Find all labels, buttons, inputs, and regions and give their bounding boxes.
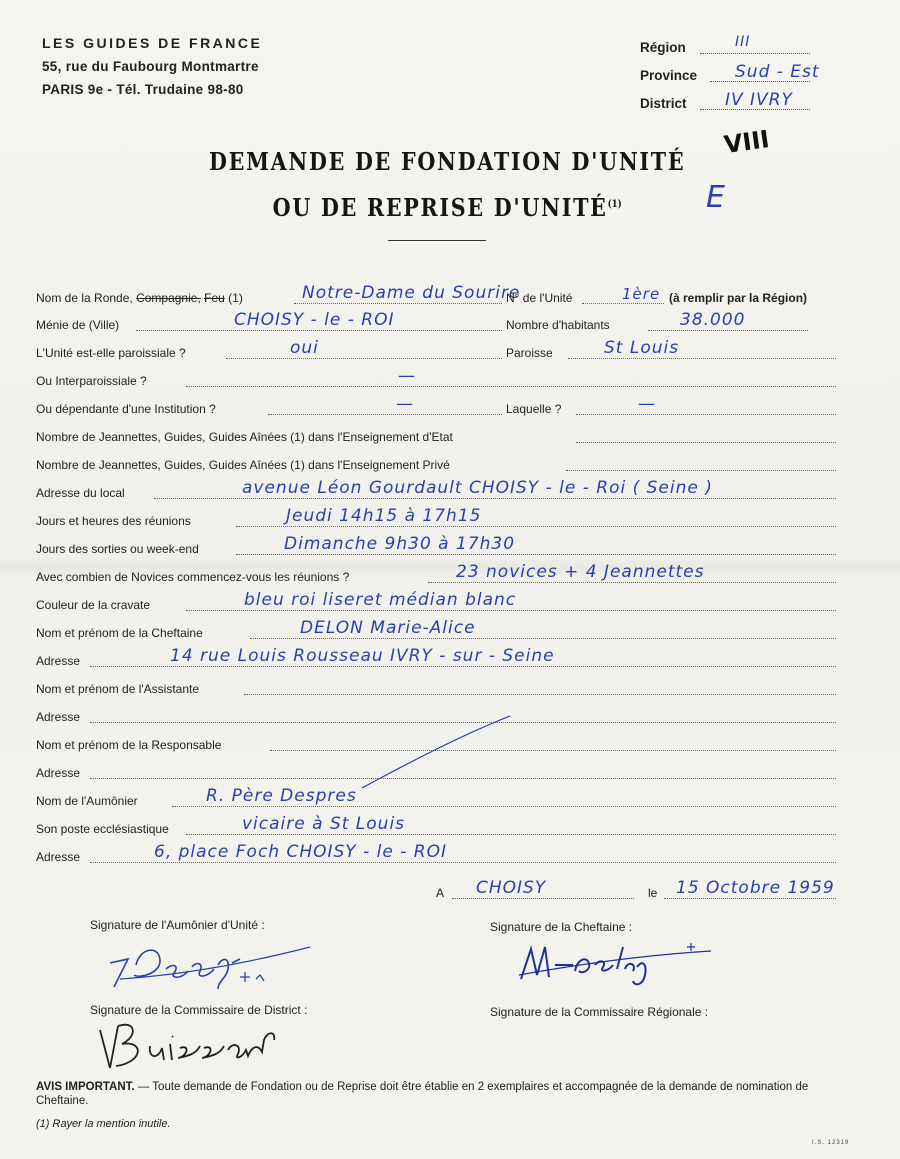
margin-note-e: E: [706, 180, 726, 215]
unite-note: (à remplir par la Région): [669, 291, 808, 305]
paroisse-label: Paroisse: [506, 346, 553, 360]
aumonier-label: Nom de l'Aumônier: [36, 794, 138, 808]
habitants-label: Nombre d'habitants: [506, 318, 610, 332]
sorties-label: Jours des sorties ou week-end: [36, 542, 199, 556]
ronde-label-a: Nom de la Ronde,: [36, 291, 133, 305]
row-paroissiale: [36, 340, 836, 362]
date-dotted-line: [664, 898, 836, 899]
district-label: District: [640, 96, 687, 111]
habitants-dotted-line: [648, 330, 808, 331]
signature-aumonier-label: Signature de l'Aumônier d'Unité :: [90, 918, 265, 932]
prive-dotted-line: [566, 470, 836, 471]
le-label: le: [648, 886, 658, 900]
district-field: [640, 90, 793, 111]
pen-stroke: [360, 712, 520, 792]
row-sorties: [36, 536, 836, 558]
menie-label: Ménie de (Ville): [36, 318, 120, 332]
etat-label: Nombre de Jeannettes, Guides, Guides Aînées (1) dans l'Enseignement d'Etat: [36, 430, 453, 444]
important-notice: [36, 1080, 846, 1108]
menie-value: CHOISY - le - ROI: [234, 310, 395, 330]
sorties-dotted-line: [236, 554, 836, 555]
adresse2-label: Adresse: [36, 710, 81, 724]
signature-aumonier: [100, 935, 320, 995]
form-title-line1: DEMANDE DE FONDATION D'UNITÉ: [209, 147, 686, 176]
novices-dotted-line: [428, 582, 836, 583]
footnote: (1) Rayer la mention inutile.: [36, 1118, 171, 1130]
laquelle-dotted-line: [576, 414, 836, 415]
important-notice-title: AVIS IMPORTANT.: [36, 1081, 135, 1093]
cravate-label: Couleur de la cravate: [36, 598, 151, 612]
ronde-label-b-struck: Compagnie,: [136, 291, 201, 305]
assistante-label: Nom et prénom de l'Assistante: [36, 682, 200, 696]
responsable-label: Nom et prénom de la Responsable: [36, 738, 222, 752]
form-title-line2: [60, 193, 834, 222]
ronde-label: [36, 291, 243, 305]
prive-label: Nombre de Jeannettes, Guides, Guides Aînées (1) dans l'Enseignement Privé: [36, 458, 450, 472]
adresse1-value: 14 rue Louis Rousseau IVRY - sur - Seine: [170, 646, 555, 666]
ronde-label-c-struck: Feu: [204, 291, 225, 305]
poste-label: Son poste ecclésiastique: [36, 822, 169, 836]
interparoissiale-dotted-line: [186, 386, 836, 387]
adresse4-value: 6, place Foch CHOISY - le - ROI: [154, 842, 447, 862]
margin-note-viii: VIII: [722, 124, 772, 160]
paroisse-dotted-line: [568, 358, 836, 359]
title-footnote-ref: (1): [607, 199, 622, 210]
ronde-value: Notre-Dame du Sourire: [302, 283, 521, 303]
novices-label: Avec combien de Novices commencez-vous les réunions ?: [36, 570, 350, 584]
province-field: [640, 62, 820, 83]
etat-dotted-line: [576, 442, 836, 443]
important-notice-text: — Toute demande de Fondation ou de Reprise doit être établie en 2 exemplaires et accompagnée de la demande de nomination de Cheftaine.: [36, 1081, 809, 1107]
title-rule: [388, 240, 486, 241]
laquelle-value: —: [638, 394, 656, 414]
row-assistante: [36, 676, 836, 698]
region-field: [640, 34, 751, 55]
region-value: III: [735, 34, 751, 50]
reunions-label: Jours et heures des réunions: [36, 514, 191, 528]
adresse4-dotted-line: [90, 862, 836, 863]
a-label: A: [436, 886, 445, 900]
row-adresse-cheftaine: [36, 648, 836, 670]
place-value: CHOISY: [476, 878, 547, 898]
adresse4-label: Adresse: [36, 850, 81, 864]
signature-district-label: Signature de la Commissaire de District :: [90, 1003, 308, 1017]
local-value: avenue Léon Gourdault CHOISY - le - Roi ( Seine ): [242, 478, 713, 498]
row-local: [36, 480, 836, 502]
unite-label: N° de l'Unité: [506, 291, 573, 305]
row-cravate: [36, 592, 836, 614]
paroissiale-value: oui: [290, 338, 319, 358]
reunions-value: Jeudi 14h15 à 17h15: [286, 506, 482, 526]
local-dotted-line: [154, 498, 836, 499]
paroissiale-dotted-line: [226, 358, 502, 359]
province-label: Province: [640, 68, 698, 83]
local-label: Adresse du local: [36, 486, 125, 500]
institution-label: Ou dépendante d'une Institution ?: [36, 402, 216, 416]
assistante-dotted-line: [244, 694, 836, 695]
row-ronde: [36, 285, 836, 307]
row-interparoissiale: [36, 368, 836, 390]
row-poste: [36, 816, 836, 838]
district-value: IV IVRY: [725, 90, 793, 110]
region-dotted-line: [700, 53, 810, 54]
province-value: Sud - Est: [735, 62, 820, 82]
date-value: 15 Octobre 1959: [676, 878, 835, 898]
sorties-value: Dimanche 9h30 à 17h30: [284, 534, 516, 554]
poste-dotted-line: [186, 834, 836, 835]
signature-regionale-label: Signature de la Commissaire Régionale :: [490, 1005, 709, 1019]
reunions-dotted-line: [236, 526, 836, 527]
signature-cheftaine: [515, 935, 715, 990]
cheftaine-value: DELON Marie-Alice: [300, 618, 476, 638]
menie-dotted-line: [136, 330, 502, 331]
row-enseignement-etat: [36, 424, 836, 446]
interparoissiale-label: Ou Interparoissiale ?: [36, 374, 147, 388]
cravate-value: bleu roi liseret médian blanc: [244, 590, 517, 610]
habitants-value: 38.000: [680, 310, 746, 330]
place-dotted-line: [452, 898, 634, 899]
cravate-dotted-line: [186, 610, 836, 611]
row-place-date: [36, 880, 836, 902]
row-cheftaine: [36, 620, 836, 642]
org-address: 55, rue du Faubourg Montmartre: [42, 59, 259, 74]
ronde-label-d: (1): [228, 291, 243, 305]
row-reunions: [36, 508, 836, 530]
unite-value: 1ère: [622, 285, 661, 303]
adresse3-label: Adresse: [36, 766, 81, 780]
row-enseignement-prive: [36, 452, 836, 474]
print-reference: I.S. 12319: [812, 1140, 850, 1146]
adresse1-dotted-line: [90, 666, 836, 667]
cheftaine-dotted-line: [250, 638, 836, 639]
signature-cheftaine-label: Signature de la Cheftaine :: [490, 920, 633, 934]
row-novices: [36, 564, 836, 586]
poste-value: vicaire à St Louis: [242, 814, 406, 834]
paroissiale-label: L'Unité est-elle paroissiale ?: [36, 346, 186, 360]
signature-district: [92, 1010, 282, 1076]
form-title-line2-text: OU DE REPRISE D'UNITÉ: [272, 193, 608, 222]
institution-value: —: [396, 394, 414, 414]
region-label: Région: [640, 40, 686, 55]
responsable-dotted-line: [270, 750, 836, 751]
adresse1-label: Adresse: [36, 654, 81, 668]
org-name: LES GUIDES DE FRANCE: [42, 35, 263, 51]
institution-dotted-line: [268, 414, 502, 415]
paroisse-value: St Louis: [604, 338, 680, 358]
laquelle-label: Laquelle ?: [506, 402, 562, 416]
organisation-header: [42, 32, 262, 101]
ronde-dotted-line: [294, 303, 502, 304]
aumonier-value: R. Père Despres: [206, 786, 357, 806]
cheftaine-label: Nom et prénom de la Cheftaine: [36, 626, 203, 640]
row-adresse-aumonier: [36, 844, 836, 866]
novices-value: 23 novices + 4 Jeannettes: [456, 562, 705, 582]
row-menie: [36, 312, 836, 334]
aumonier-dotted-line: [172, 806, 836, 807]
row-institution: [36, 396, 836, 418]
interparoissiale-value: —: [398, 366, 416, 386]
unite-dotted-line: [582, 303, 664, 304]
org-city-phone: PARIS 9e - Tél. Trudaine 98-80: [42, 82, 244, 97]
